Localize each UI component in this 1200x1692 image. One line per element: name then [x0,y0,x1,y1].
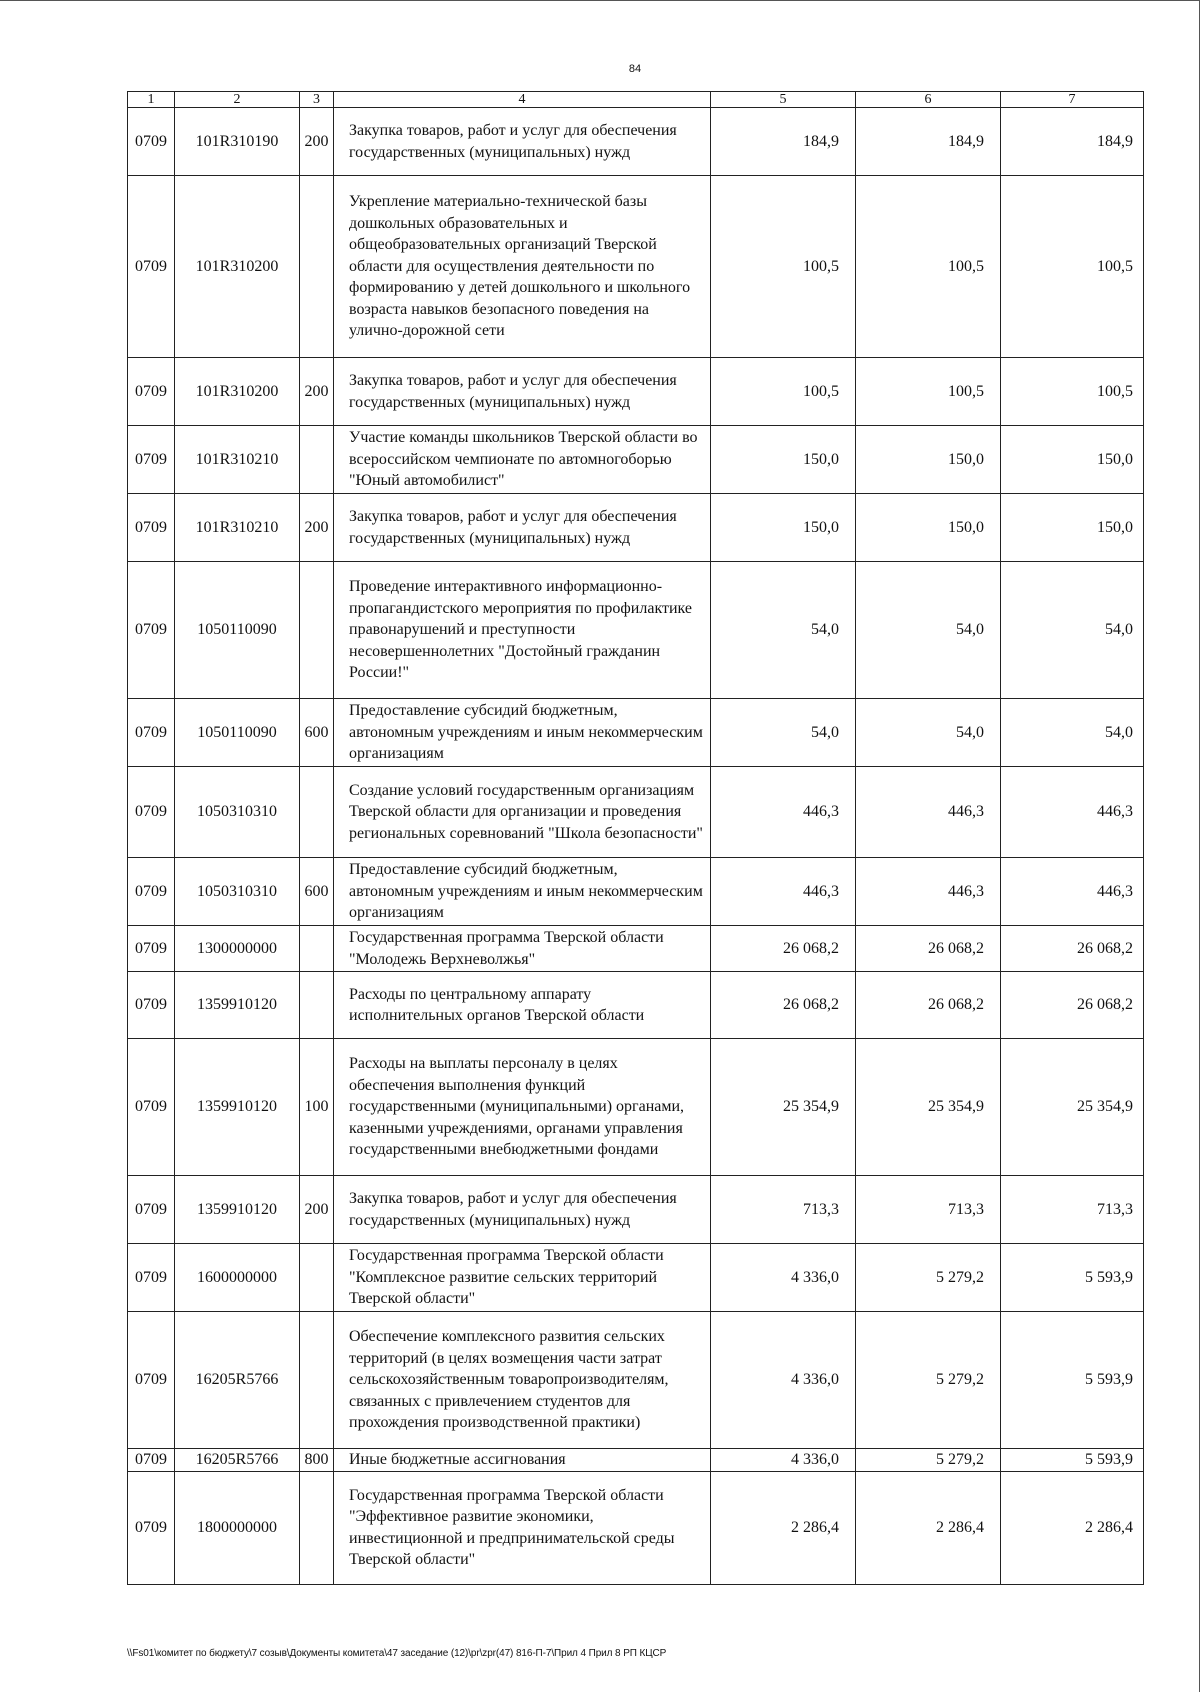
cell-amount-col6: 100,5 [856,358,1001,426]
cell-description: Закупка товаров, работ и услуг для обеспечения государственных (муниципальных) нужд [334,494,711,562]
header-col-2: 2 [175,92,300,108]
cell-section-code: 0709 [128,858,175,926]
cell-target-article: 101R310210 [175,426,300,494]
cell-amount-col7: 150,0 [1001,494,1144,562]
cell-amount-col7: 150,0 [1001,426,1144,494]
cell-amount-col7: 713,3 [1001,1176,1144,1244]
budget-table [127,91,1144,1585]
cell-description: Расходы на выплаты персоналу в целях обеспечения выполнения функций государственными (муниципальными) органами, казенными учреждениями, органами управления государственными внебюджетными фондами [334,1039,711,1176]
cell-section-code: 0709 [128,176,175,358]
table-row [128,358,1144,426]
cell-amount-col7: 26 068,2 [1001,926,1144,972]
table-row [128,176,1144,358]
header-col-5: 5 [711,92,856,108]
cell-amount-col6: 446,3 [856,767,1001,858]
cell-target-article: 101R310210 [175,494,300,562]
cell-amount-col7: 184,9 [1001,108,1144,176]
table-row [128,494,1144,562]
cell-expense-type [300,1312,334,1449]
cell-expense-type: 100 [300,1039,334,1176]
cell-amount-col5: 26 068,2 [711,926,856,972]
table-row [128,926,1144,972]
cell-section-code: 0709 [128,358,175,426]
table-header-row [128,92,1144,108]
cell-amount-col5: 150,0 [711,426,856,494]
cell-target-article: 101R310190 [175,108,300,176]
cell-expense-type [300,1471,334,1584]
cell-target-article: 1359910120 [175,1176,300,1244]
cell-amount-col6: 5 279,2 [856,1449,1001,1472]
table-row [128,767,1144,858]
cell-amount-col6: 100,5 [856,176,1001,358]
cell-amount-col5: 54,0 [711,562,856,699]
cell-amount-col5: 184,9 [711,108,856,176]
cell-description: Участие команды школьников Тверской области во всероссийском чемпионате по автомногоборью "Юный автомобилист" [334,426,711,494]
table-row [128,1471,1144,1584]
cell-target-article: 16205R5766 [175,1449,300,1472]
cell-expense-type [300,767,334,858]
cell-target-article: 16205R5766 [175,1312,300,1449]
cell-section-code: 0709 [128,562,175,699]
table-row [128,108,1144,176]
cell-amount-col6: 54,0 [856,562,1001,699]
header-col-3: 3 [300,92,334,108]
cell-target-article: 1050110090 [175,562,300,699]
cell-target-article: 1050310310 [175,767,300,858]
cell-expense-type: 200 [300,108,334,176]
cell-expense-type: 200 [300,1176,334,1244]
table-row [128,1039,1144,1176]
cell-amount-col7: 26 068,2 [1001,972,1144,1039]
cell-section-code: 0709 [128,426,175,494]
cell-section-code: 0709 [128,1312,175,1449]
cell-expense-type: 600 [300,858,334,926]
table-row [128,1312,1144,1449]
cell-description: Укрепление материально-технической базы дошкольных образовательных и общеобразовательных организаций Тверской области для осуществления деятельности по формированию у детей дошкольного и школьного возраста навыков безопасного поведения на улично-дорожной сети [334,176,711,358]
table-row [128,972,1144,1039]
cell-expense-type [300,926,334,972]
cell-amount-col7: 5 593,9 [1001,1449,1144,1472]
table-row [128,1449,1144,1472]
cell-amount-col5: 713,3 [711,1176,856,1244]
header-col-4: 4 [334,92,711,108]
cell-section-code: 0709 [128,494,175,562]
cell-amount-col6: 26 068,2 [856,972,1001,1039]
cell-target-article: 1600000000 [175,1244,300,1312]
cell-description: Государственная программа Тверской области "Эффективное развитие экономики, инвестиционной и предпринимательской среды Тверской области" [334,1471,711,1584]
cell-target-article: 1800000000 [175,1471,300,1584]
cell-amount-col6: 26 068,2 [856,926,1001,972]
cell-expense-type: 800 [300,1449,334,1472]
scan-crop-mark-top [0,0,1200,1]
cell-target-article: 101R310200 [175,176,300,358]
cell-description: Предоставление субсидий бюджетным, автономным учреждениям и иным некоммерческим организациям [334,858,711,926]
cell-amount-col6: 150,0 [856,426,1001,494]
cell-amount-col6: 5 279,2 [856,1312,1001,1449]
cell-description: Иные бюджетные ассигнования [334,1449,711,1472]
cell-amount-col7: 2 286,4 [1001,1471,1144,1584]
cell-amount-col6: 150,0 [856,494,1001,562]
header-col-1: 1 [128,92,175,108]
table-row [128,426,1144,494]
table-row [128,1244,1144,1312]
cell-description: Государственная программа Тверской области "Комплексное развитие сельских территорий Тверской области" [334,1244,711,1312]
table-row [128,858,1144,926]
cell-amount-col5: 4 336,0 [711,1449,856,1472]
cell-amount-col7: 446,3 [1001,767,1144,858]
cell-amount-col6: 2 286,4 [856,1471,1001,1584]
cell-amount-col5: 25 354,9 [711,1039,856,1176]
cell-amount-col5: 446,3 [711,858,856,926]
cell-section-code: 0709 [128,1449,175,1472]
cell-amount-col5: 26 068,2 [711,972,856,1039]
cell-expense-type [300,562,334,699]
header-col-7: 7 [1001,92,1144,108]
cell-amount-col7: 100,5 [1001,358,1144,426]
cell-expense-type: 600 [300,699,334,767]
cell-description: Обеспечение комплексного развития сельских территорий (в целях возмещения части затрат сельскохозяйственным товаропроизводителям, связанных с привлечением студентов для прохождения производственной практики) [334,1312,711,1449]
table-row [128,1176,1144,1244]
table-body [128,108,1144,1585]
cell-target-article: 101R310200 [175,358,300,426]
cell-description: Закупка товаров, работ и услуг для обеспечения государственных (муниципальных) нужд [334,108,711,176]
cell-amount-col7: 5 593,9 [1001,1244,1144,1312]
cell-amount-col7: 5 593,9 [1001,1312,1144,1449]
cell-expense-type: 200 [300,494,334,562]
table-row [128,562,1144,699]
table-row [128,699,1144,767]
cell-amount-col5: 4 336,0 [711,1312,856,1449]
cell-description: Расходы по центральному аппарату исполнительных органов Тверской области [334,972,711,1039]
cell-amount-col5: 446,3 [711,767,856,858]
cell-amount-col6: 184,9 [856,108,1001,176]
cell-amount-col7: 100,5 [1001,176,1144,358]
cell-target-article: 1050310310 [175,858,300,926]
cell-expense-type [300,1244,334,1312]
cell-description: Создание условий государственным организациям Тверской области для организации и проведения региональных соревнований "Школа безопасности" [334,767,711,858]
cell-section-code: 0709 [128,767,175,858]
cell-expense-type [300,426,334,494]
cell-amount-col6: 54,0 [856,699,1001,767]
cell-target-article: 1050110090 [175,699,300,767]
cell-target-article: 1359910120 [175,1039,300,1176]
cell-amount-col6: 713,3 [856,1176,1001,1244]
cell-description: Закупка товаров, работ и услуг для обеспечения государственных (муниципальных) нужд [334,1176,711,1244]
footer-file-path: \\Fs01\комитет по бюджету\7 созыв\Документы комитета\47 заседание (12)\pr\zpr(47) 816-П-7\Прил 4 Прил 8 РП КЦСР [127,1648,667,1659]
cell-amount-col5: 54,0 [711,699,856,767]
cell-section-code: 0709 [128,1176,175,1244]
cell-section-code: 0709 [128,926,175,972]
cell-amount-col5: 2 286,4 [711,1471,856,1584]
cell-expense-type [300,972,334,1039]
cell-section-code: 0709 [128,1039,175,1176]
cell-section-code: 0709 [128,1471,175,1584]
cell-amount-col7: 25 354,9 [1001,1039,1144,1176]
cell-amount-col5: 4 336,0 [711,1244,856,1312]
cell-amount-col6: 5 279,2 [856,1244,1001,1312]
cell-section-code: 0709 [128,108,175,176]
cell-amount-col6: 446,3 [856,858,1001,926]
cell-amount-col7: 54,0 [1001,562,1144,699]
cell-target-article: 1359910120 [175,972,300,1039]
cell-expense-type: 200 [300,358,334,426]
cell-section-code: 0709 [128,1244,175,1312]
cell-amount-col5: 100,5 [711,358,856,426]
cell-description: Проведение интерактивного информационно-пропагандистского мероприятия по профилактике правонарушений и преступности несовершеннолетних "Достойный гражданин России!" [334,562,711,699]
page-number: 84 [628,63,642,75]
cell-section-code: 0709 [128,972,175,1039]
cell-amount-col7: 446,3 [1001,858,1144,926]
cell-expense-type [300,176,334,358]
cell-description: Государственная программа Тверской области "Молодежь Верхневолжья" [334,926,711,972]
cell-amount-col6: 25 354,9 [856,1039,1001,1176]
cell-amount-col5: 100,5 [711,176,856,358]
cell-target-article: 1300000000 [175,926,300,972]
cell-description: Предоставление субсидий бюджетным, автономным учреждениям и иным некоммерческим организациям [334,699,711,767]
cell-description: Закупка товаров, работ и услуг для обеспечения государственных (муниципальных) нужд [334,358,711,426]
cell-section-code: 0709 [128,699,175,767]
cell-amount-col5: 150,0 [711,494,856,562]
cell-amount-col7: 54,0 [1001,699,1144,767]
header-col-6: 6 [856,92,1001,108]
